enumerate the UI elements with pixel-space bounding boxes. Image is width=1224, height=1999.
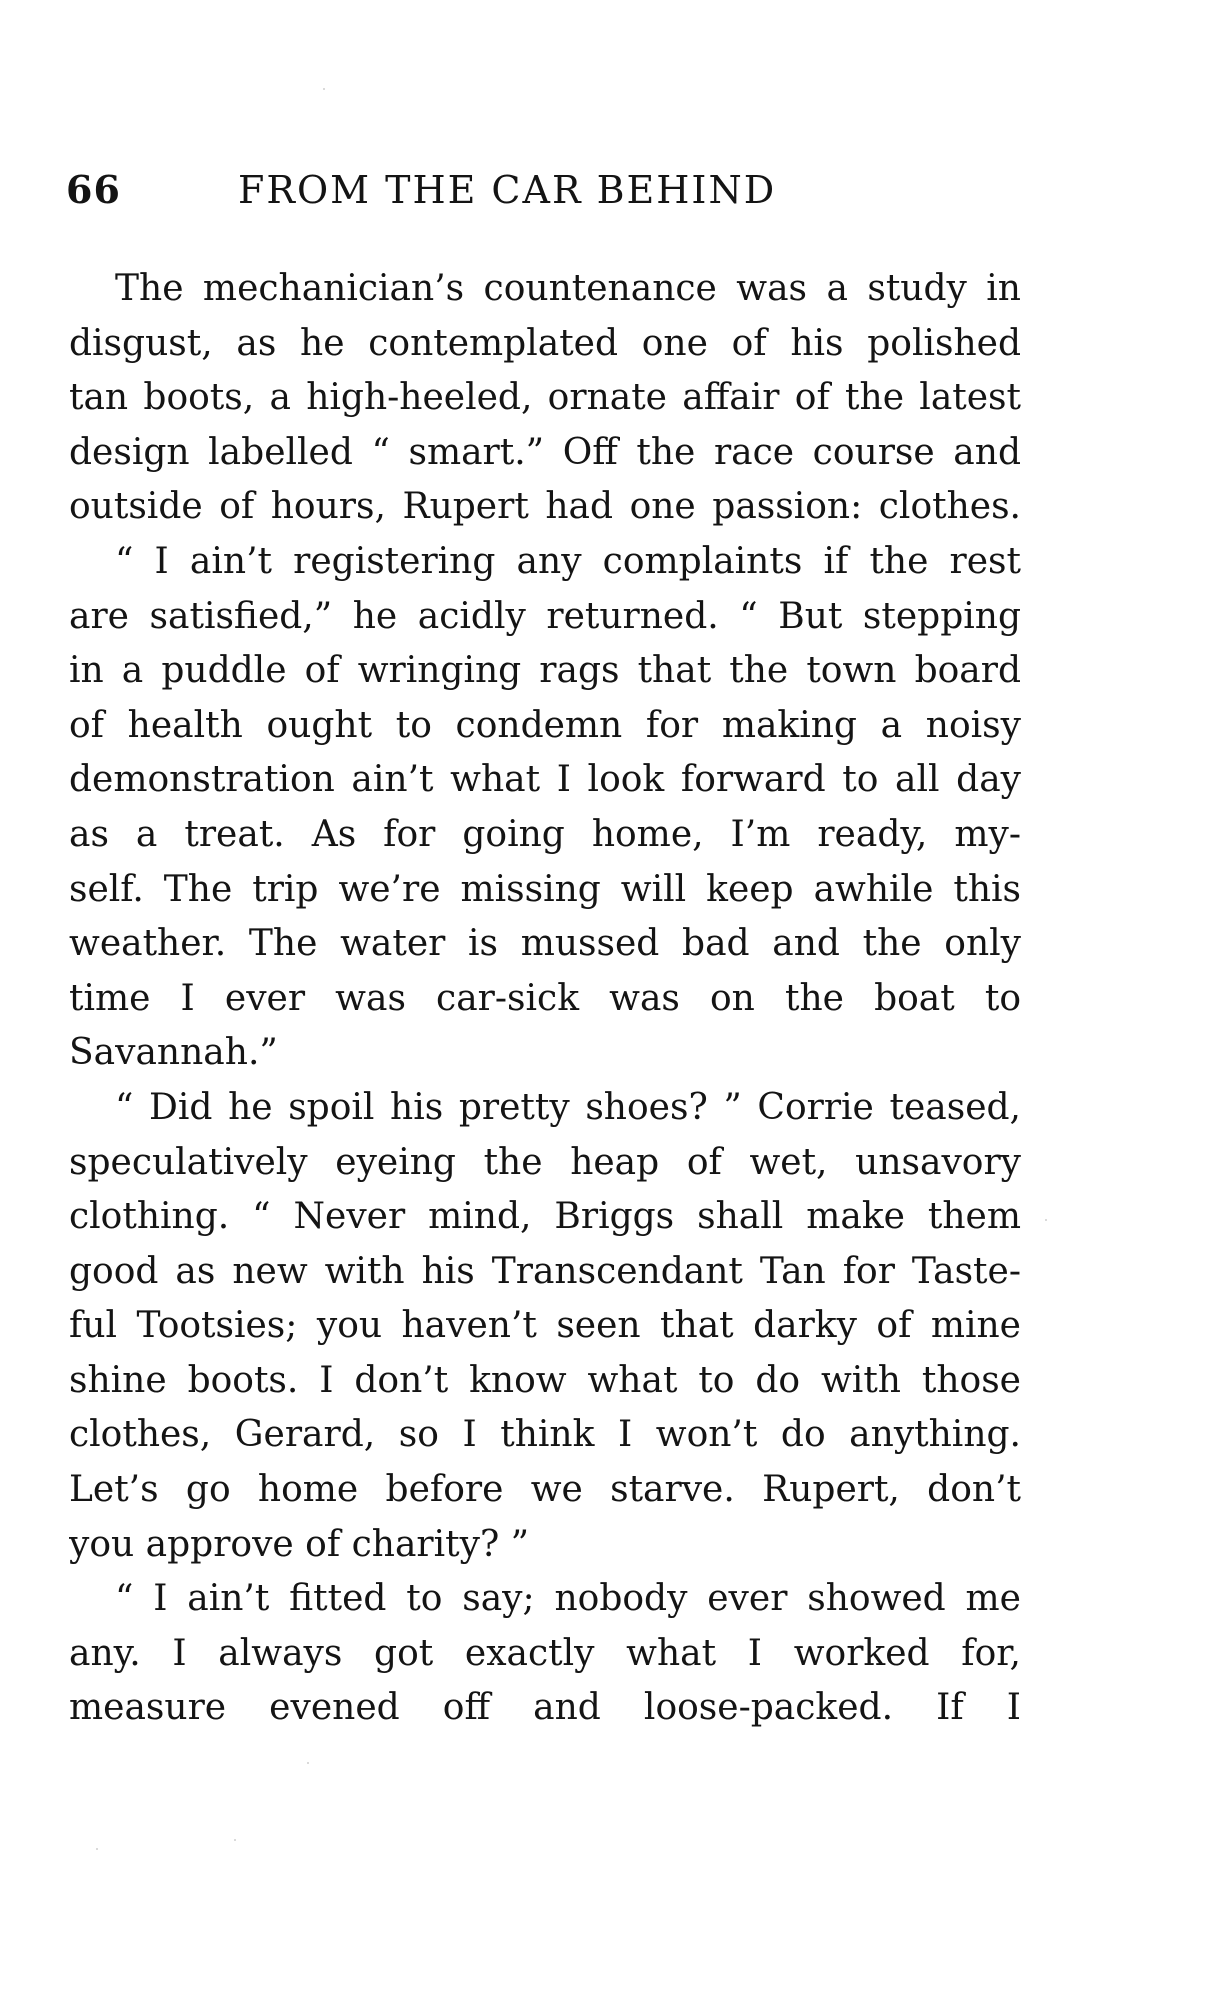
page-header <box>66 168 826 212</box>
text-line: good as new with his Transcendant Tan for Taste- <box>69 1250 1021 1292</box>
text-line: clothing. “ Never mind, Briggs shall make them <box>69 1196 1021 1238</box>
text-line: measure evened off and loose-packed. If I <box>69 1687 1021 1729</box>
text-line: demonstration ain’t what I look forward to all day <box>69 759 1021 801</box>
text-line: design labelled “ smart.” Off the race course and <box>69 431 1021 473</box>
scan-speck <box>1045 1219 1047 1221</box>
text-line: outside of hours, Rupert had one passion: clothes. <box>69 486 1021 528</box>
text-line: tan boots, a high-heeled, ornate affair of the latest <box>69 377 1021 419</box>
text-line: ful Tootsies; you haven’t seen that darky of mine <box>69 1305 1021 1347</box>
body-text <box>69 262 1021 1736</box>
text-line: “ I ain’t registering any complaints if the rest <box>115 540 1021 582</box>
text-line: Let’s go home before we starve. Rupert, don’t <box>69 1469 1021 1511</box>
text-line: in a puddle of wringing rags that the town board <box>69 650 1021 692</box>
text-line: as a treat. As for going home, I’m ready, my- <box>69 813 1021 855</box>
text-line: speculatively eyeing the heap of wet, unsavory <box>69 1141 1021 1183</box>
scan-speck <box>307 1762 309 1764</box>
text-line: “ Did he spoil his pretty shoes? ” Corrie teased, <box>115 1086 1021 1128</box>
scan-speck <box>96 1848 98 1850</box>
text-line: weather. The water is mussed bad and the only <box>69 923 1021 965</box>
page-number: 66 <box>66 167 121 212</box>
text-line: you approve of charity? ” <box>69 1523 530 1565</box>
text-line: Savannah.” <box>69 1032 278 1074</box>
text-line: of health ought to condemn for making a noisy <box>69 704 1021 746</box>
text-line: any. I always got exactly what I worked for, <box>69 1632 1021 1674</box>
text-line: shine boots. I don’t know what to do with those <box>69 1359 1021 1401</box>
scan-speck <box>234 1839 236 1841</box>
text-line: “ I ain’t fitted to say; nobody ever showed me <box>115 1578 1021 1620</box>
text-line: The mechanician’s countenance was a study in <box>115 268 1021 309</box>
text-line: time I ever was car-sick was on the boat to <box>69 977 1021 1019</box>
text-line: clothes, Gerard, so I think I won’t do anything. <box>69 1414 1021 1456</box>
scan-speck <box>323 88 325 90</box>
running-title: FROM THE CAR BEHIND <box>238 168 777 212</box>
text-line: disgust, as he contemplated one of his polished <box>69 322 1021 364</box>
text-line: are satisfied,” he acidly returned. “ But stepping <box>69 595 1021 637</box>
text-line: self. The trip we’re missing will keep awhile this <box>69 868 1021 910</box>
